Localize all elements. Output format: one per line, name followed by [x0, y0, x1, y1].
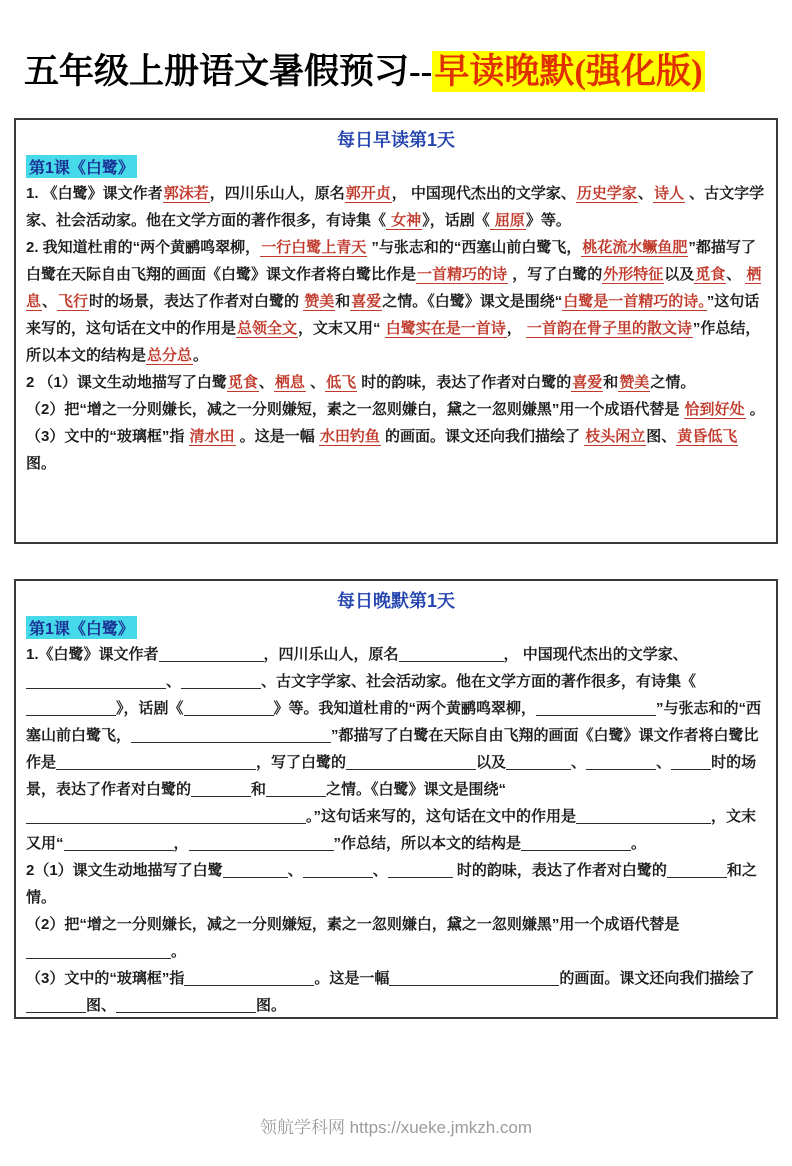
answer-text: 屈原	[490, 212, 525, 229]
evening-paragraph-4	[26, 965, 766, 1019]
answer-text: 女神	[387, 212, 422, 229]
question-text: 。”这句话来写的，这句话在文中的作用是	[306, 808, 577, 825]
question-text: 、	[42, 293, 58, 310]
answer-blank	[26, 806, 306, 824]
answer-text: 觅食	[695, 266, 726, 283]
question-text: 时的韵味，表达了作者对白鹭的	[452, 862, 667, 879]
question-text: ，四川乐山人，原名	[263, 646, 399, 663]
question-text: ，写了白鹭的	[256, 754, 347, 771]
question-text: 》等。	[525, 212, 571, 229]
answer-text: 黄昏低飞	[677, 428, 738, 445]
answer-text: 枝头闲立	[585, 428, 646, 445]
question-text: （3）文中的“玻璃框”指	[26, 428, 189, 445]
answer-blank	[506, 752, 571, 770]
answer-blank	[184, 968, 314, 986]
question-text: ，	[173, 835, 189, 852]
answer-text: 清水田	[189, 428, 235, 445]
question-text: 和	[335, 293, 351, 310]
question-text: （2）把“增之一分则嫌长，减之一分则嫌短，素之一忽则嫌白，黛之一忽则嫌黑”用一个成语代替是	[26, 916, 680, 933]
answer-blank	[26, 671, 166, 689]
answer-text: 郭沫若	[163, 185, 209, 202]
evening-paragraph-1	[26, 641, 766, 857]
question-text: （2）把“增之一分则嫌长，减之一分则嫌短，素之一忽则嫌白，黛之一忽则嫌黑”用一个成语代替是	[26, 401, 684, 418]
question-text: 、	[656, 754, 672, 771]
question-text: ”都描写了白鹭在天际自由飞翔的画面《白鹭》课文作者将白鹭比作是	[26, 239, 756, 283]
question-text: （3）文中的“玻璃框”指	[26, 970, 185, 987]
answer-text: 喜爱	[351, 293, 382, 310]
worksheet-page	[0, 44, 792, 1137]
answer-text: 白鹭是一首精巧的诗。	[563, 293, 706, 310]
answer-text: 外形特征	[603, 266, 664, 283]
question-text: 、	[571, 754, 587, 771]
answer-text: 栖息	[26, 266, 762, 310]
question-text: 、	[166, 673, 182, 690]
answer-blank	[56, 752, 256, 770]
answer-blank	[26, 941, 171, 959]
question-text: 的画面。课文还向我们描绘了	[559, 970, 755, 987]
answer-blank	[667, 860, 727, 878]
evening-dictation-box	[14, 579, 778, 1019]
question-text: 的画面。课文还向我们描绘了	[380, 428, 585, 445]
answer-text: 飞行	[58, 293, 89, 310]
question-text: 。	[171, 943, 187, 960]
answer-text: 一首精巧的诗	[417, 266, 508, 283]
answer-blank	[266, 779, 326, 797]
question-text: 和	[603, 374, 619, 391]
question-text: 》等。我知道杜甫的“两个黄鹂鸣翠柳，	[273, 700, 537, 717]
answer-blank	[671, 752, 711, 770]
question-text: 以及	[476, 754, 507, 771]
answer-text: 一首韵在骨子里的散文诗	[526, 320, 692, 337]
evening-paragraph-3	[26, 911, 766, 965]
answer-blank	[399, 644, 504, 662]
question-text: 时的场景，表达了作者对白鹭的	[89, 293, 304, 310]
answer-text: 低飞	[326, 374, 357, 391]
question-text: 之情。《白鹭》课文是围绕“	[382, 293, 563, 310]
question-text: ，文末又用“	[26, 808, 757, 852]
answer-blank	[521, 833, 631, 851]
question-text: ，文末又用“	[298, 320, 385, 337]
answer-text: 郭开贞	[345, 185, 391, 202]
answer-blank	[536, 698, 656, 716]
evening-dictation-header: 每日晚默第1天	[336, 591, 455, 611]
question-text: 、	[287, 862, 303, 879]
lesson-label-morning: 第1课《白鹭》	[26, 155, 137, 178]
question-text: 图、	[86, 997, 117, 1014]
question-text: 、	[637, 185, 653, 202]
question-text: ”这句话来写的，这句话在文中的作用是	[26, 293, 760, 337]
question-text: ”与张志和的“西塞山前白鹭飞，	[367, 239, 582, 256]
question-text: 。	[631, 835, 647, 852]
question-text: 以及	[664, 266, 695, 283]
answer-blank	[64, 833, 174, 851]
question-text: 。这是一幅	[235, 428, 319, 445]
question-text: 。	[193, 347, 209, 364]
answer-blank	[181, 671, 261, 689]
question-text: 之情。《白鹭》课文是围绕“	[326, 781, 507, 798]
answer-text: 恰到好处	[684, 401, 745, 418]
answer-blank	[191, 779, 251, 797]
question-text: 、	[726, 266, 746, 283]
question-text: ， 中国现代杰出的文学家、	[391, 185, 576, 202]
question-text: ”与张志和的“西塞山前白鹭飞，	[26, 700, 762, 744]
answer-blank	[346, 752, 476, 770]
answer-blank	[131, 725, 331, 743]
question-text: 和之情。	[26, 862, 757, 906]
question-text: 、	[258, 374, 274, 391]
question-text: 图。	[26, 455, 57, 472]
question-text: ”作总结，所以本文的结构是	[26, 320, 761, 364]
question-text: ”作总结，所以本文的结构是	[333, 835, 522, 852]
question-text: 、	[305, 374, 326, 391]
question-text: ，	[506, 320, 526, 337]
page-title-highlight: 早读晚默(强化版)	[434, 52, 703, 91]
answer-text: 诗人	[653, 185, 684, 202]
answer-text: 白鹭实在是一首诗	[385, 320, 506, 337]
answer-blank	[576, 806, 711, 824]
question-text: ， 中国现代杰出的文学家、	[503, 646, 688, 663]
watermark-footer: 领航学科网 https://xueke.jmkzh.com	[259, 1118, 533, 1137]
question-text: 2（1）课文生动地描写了白鹭	[26, 862, 223, 879]
answer-blank	[303, 860, 373, 878]
morning-paragraph-3	[26, 369, 766, 396]
morning-paragraph-4	[26, 396, 766, 423]
question-text: 》，话剧《	[116, 700, 184, 717]
answer-blank	[189, 833, 334, 851]
answer-text: 一行白鹭上青天	[261, 239, 367, 256]
answer-blank	[223, 860, 288, 878]
answer-text: 总领全文	[237, 320, 298, 337]
question-text: 1. 《白鹭》课文作者	[26, 185, 163, 202]
question-text: 时的韵味，表达了作者对白鹭的	[357, 374, 572, 391]
question-text: ，写了白鹭的	[508, 266, 603, 283]
lesson-label-evening: 第1课《白鹭》	[26, 616, 137, 639]
question-text: ”都描写了白鹭在天际自由飞翔的画面《白鹭》课文作者将白鹭比作是	[26, 727, 759, 771]
question-text: 2. 我知道杜甫的“两个黄鹂鸣翠柳，	[26, 239, 261, 256]
question-text: ，四川乐山人，原名	[209, 185, 345, 202]
question-text: 图。	[256, 997, 287, 1014]
page-title	[24, 44, 778, 94]
morning-paragraph-2	[26, 234, 766, 369]
answer-blank	[389, 968, 559, 986]
question-text: 和	[251, 781, 267, 798]
answer-text: 历史学家	[576, 185, 637, 202]
evening-paragraph-2	[26, 857, 766, 911]
answer-blank	[26, 698, 116, 716]
answer-text: 喜爱	[572, 374, 603, 391]
answer-blank	[26, 995, 86, 1013]
answer-text: 赞美	[619, 374, 650, 391]
answer-text: 总分总	[147, 347, 193, 364]
answer-text: 觅食	[227, 374, 258, 391]
morning-reading-box	[14, 118, 778, 544]
answer-blank	[116, 995, 256, 1013]
answer-text: 栖息	[274, 374, 305, 391]
question-text: 图、	[646, 428, 677, 445]
answer-text: 水田钓鱼	[319, 428, 380, 445]
question-text: 、	[372, 862, 388, 879]
question-text: 2 （1）课文生动地描写了白鹭	[26, 374, 227, 391]
morning-reading-header: 每日早读第1天	[336, 130, 455, 150]
answer-blank	[159, 644, 264, 662]
answer-blank	[184, 698, 274, 716]
answer-text: 赞美	[304, 293, 335, 310]
question-text: 时的场景，表达了作者对白鹭的	[26, 754, 757, 798]
question-text: 、古文字学家、社会活动家。他在文学方面的著作很多，有诗集《	[261, 673, 697, 690]
page-title-prefix: 五年级上册语文暑假预习--	[24, 52, 433, 91]
morning-paragraph-1	[26, 180, 766, 234]
question-text: 、古文字学家、社会活动家。他在文学方面的著作很多，有诗集《	[26, 185, 765, 229]
question-text: 。	[745, 401, 765, 418]
question-text: 1.《白鹭》课文作者	[26, 646, 159, 663]
answer-text: 桃花流水鳜鱼肥	[582, 239, 688, 256]
answer-blank	[388, 860, 453, 878]
question-text: 。这是一幅	[314, 970, 390, 987]
answer-blank	[586, 752, 656, 770]
morning-paragraph-5	[26, 423, 766, 477]
question-text: 之情。	[650, 374, 696, 391]
question-text: 》，话剧《	[422, 212, 490, 229]
